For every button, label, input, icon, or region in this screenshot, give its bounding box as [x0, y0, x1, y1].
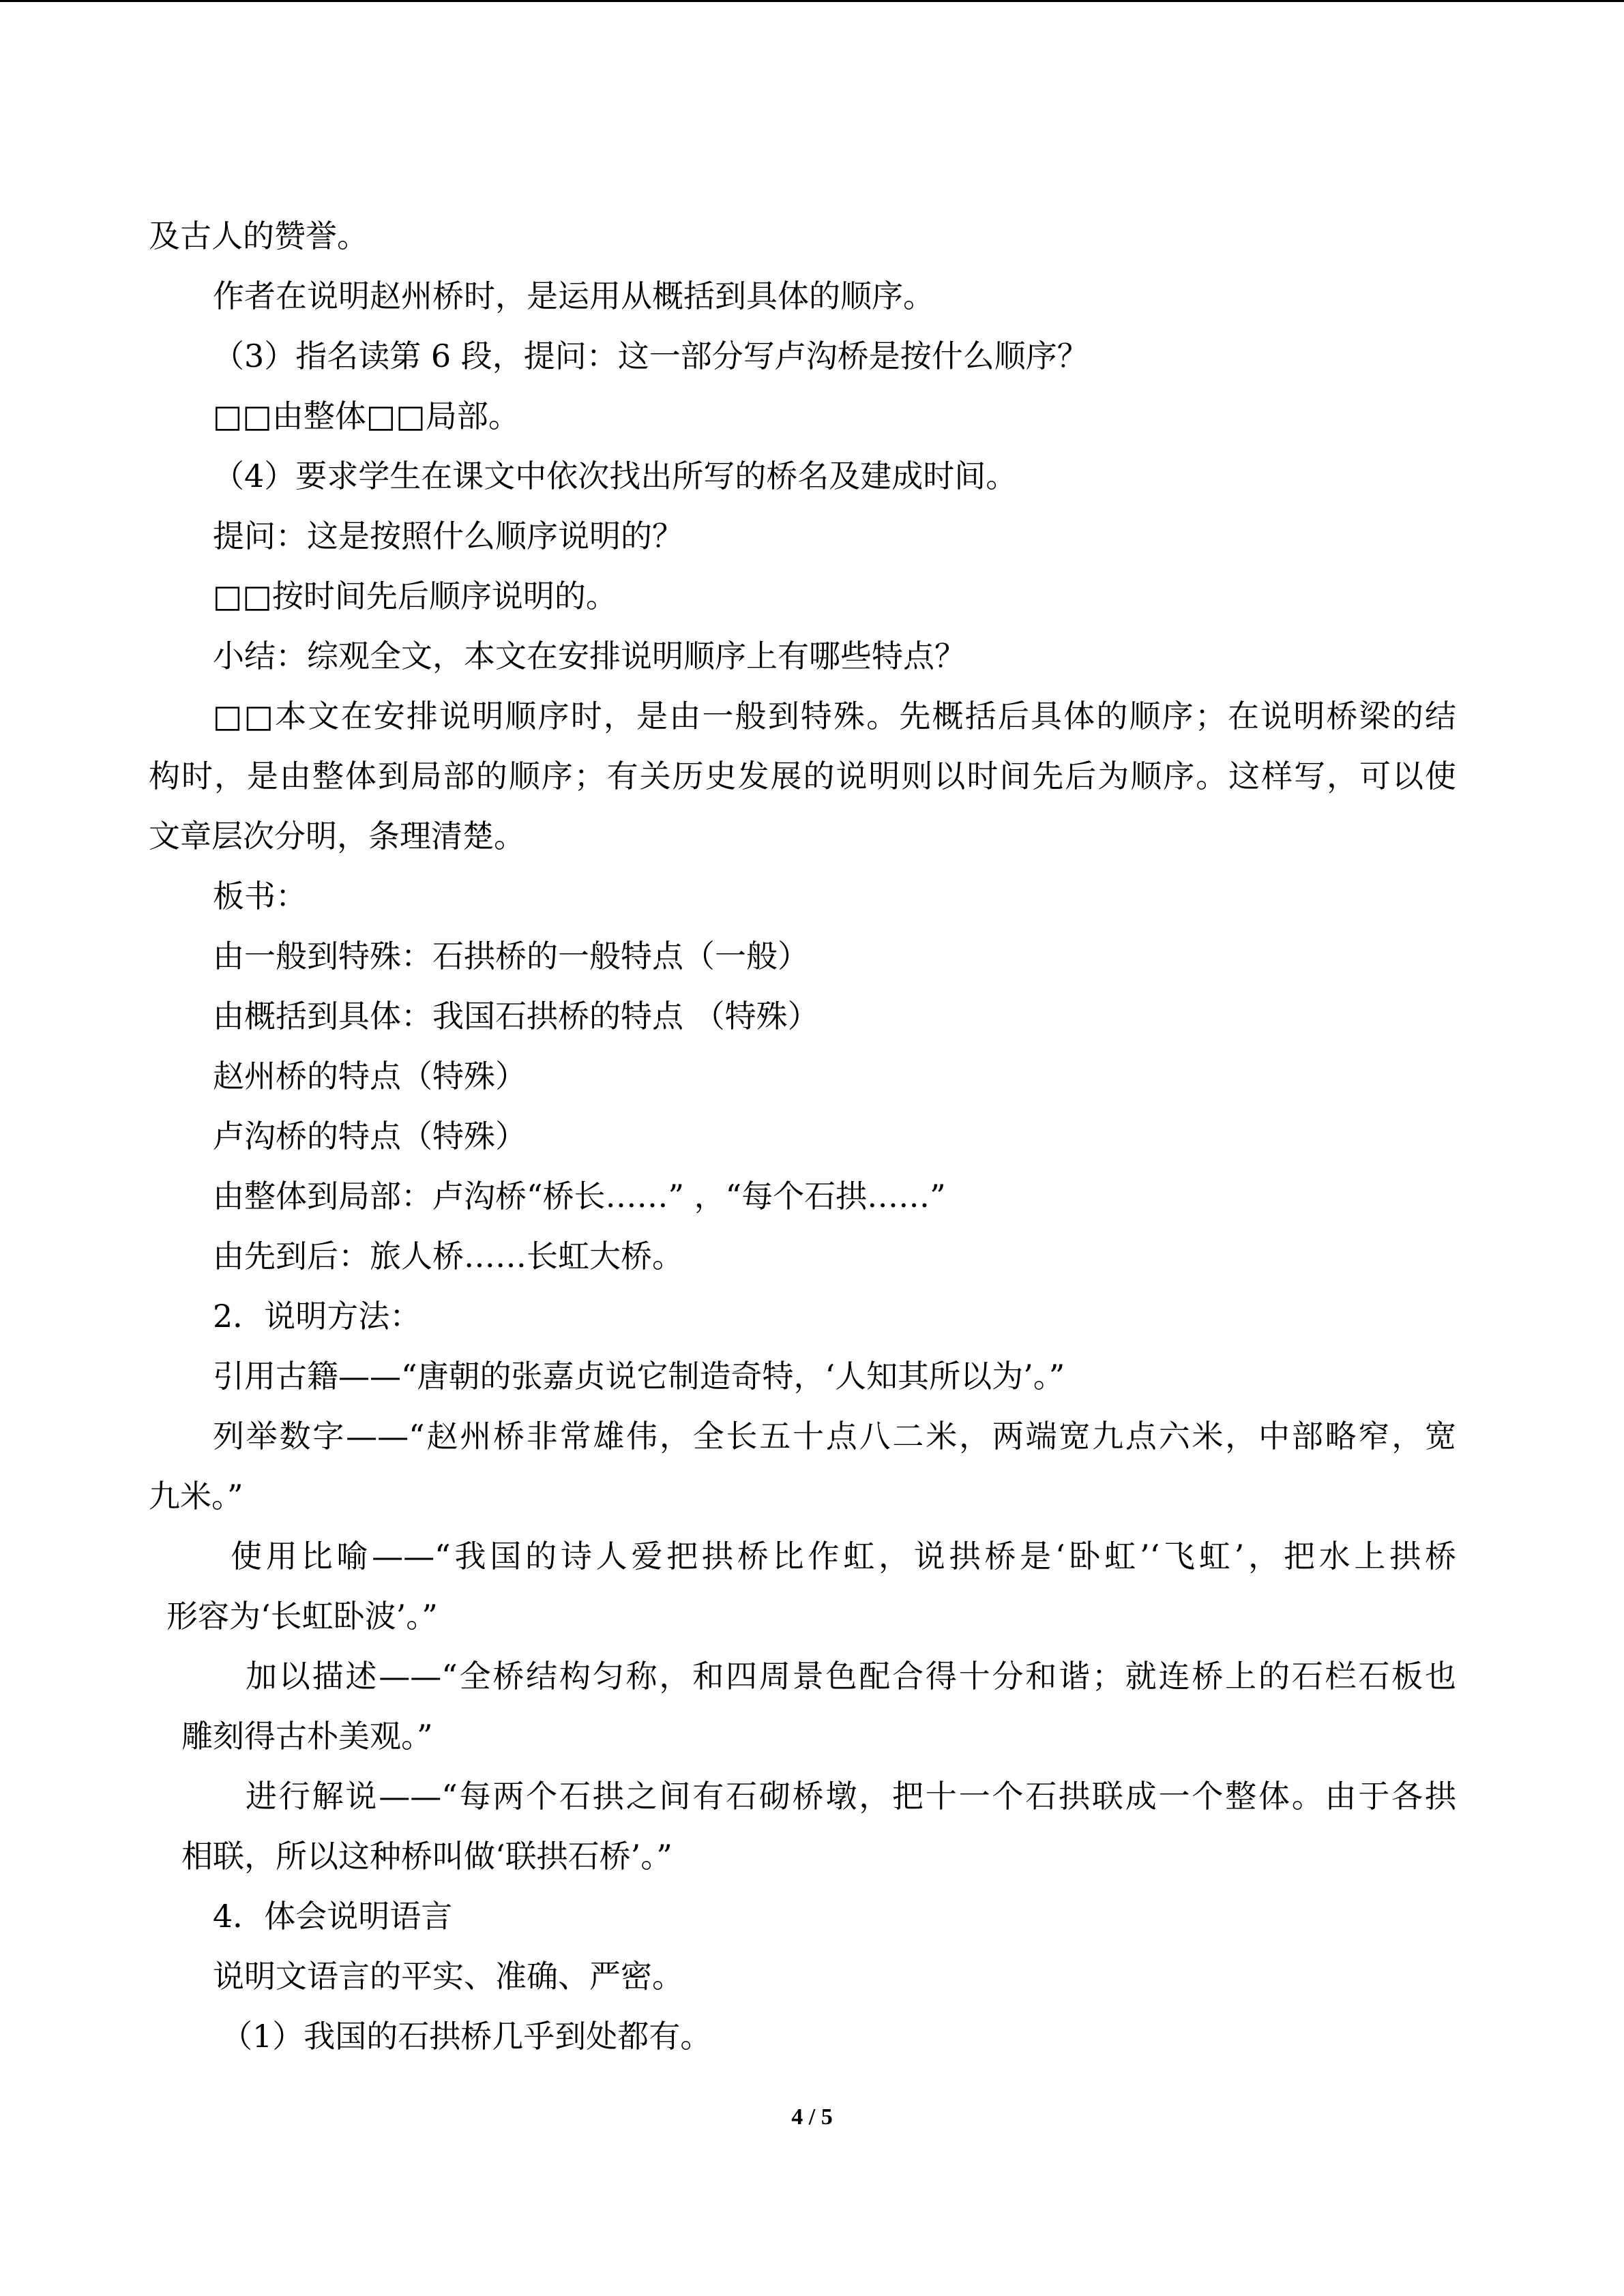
text-line: 由一般到特殊：石拱桥的一般特点（一般） — [213, 938, 809, 974]
text-line: 进行解说——“每两个石拱之间有石砌桥墩，把十一个石拱联成一个整体。由于各拱 — [246, 1778, 1456, 1815]
text-line: 作者在说明赵州桥时，是运用从概括到具体的顺序。 — [213, 278, 934, 314]
text-line: （4）要求学生在课文中依次找出所写的桥名及建成时间。 — [213, 458, 1018, 494]
text-line: 构时，是由整体到局部的顺序；有关历史发展的说明则以时间先后为顺序。这样写，可以使 — [149, 758, 1456, 794]
text-line: □□本文在安排说明顺序时，是由一般到特殊。先概括后具体的顺序；在说明桥梁的结 — [213, 698, 1456, 734]
text-line: 九米。” — [149, 1478, 243, 1515]
text-line: 列举数字——“赵州桥非常雄伟，全长五十点八二米，两端宽九点六米，中部略窄，宽 — [213, 1418, 1456, 1455]
text-line: □□按时间先后顺序说明的。 — [213, 578, 617, 614]
text-line: 文章层次分明，条理清楚。 — [149, 818, 525, 854]
text-line: 及古人的赞誉。 — [149, 218, 368, 254]
text-line: 雕刻得古朴美观。” — [181, 1718, 433, 1755]
text-line: 提问：这是按照什么顺序说明的？ — [213, 518, 683, 554]
text-line: 由概括到具体：我国石拱桥的特点 （特殊） — [213, 998, 819, 1034]
text-line: 由整体到局部：卢沟桥“桥长……” ，“每个石拱……” — [213, 1178, 946, 1214]
text-line: 相联，所以这种桥叫做‘联拱石桥’。” — [181, 1838, 673, 1875]
text-line: □□由整体□□局部。 — [213, 398, 520, 434]
text-line: 引用古籍——“唐朝的张嘉贞说它制造奇特，‘人知其所以为’。” — [213, 1358, 1065, 1395]
page-number: 4 / 5 — [791, 2104, 833, 2130]
text-line: 赵州桥的特点（特殊） — [213, 1058, 527, 1094]
text-line: 说明文语言的平实、准确、严密。 — [213, 1958, 683, 1995]
text-line: 小结：综观全文，本文在安排说明顺序上有哪些特点？ — [213, 638, 966, 674]
text-line: 卢沟桥的特点（特殊） — [213, 1118, 527, 1154]
text-line: 加以描述——“全桥结构匀称，和四周景色配合得十分和谐；就连桥上的石栏石板也 — [246, 1658, 1456, 1695]
text-line: 由先到后：旅人桥……长虹大桥。 — [213, 1238, 683, 1274]
text-line: （3）指名读第 6 段，提问：这一部分写卢沟桥是按什么顺序？ — [213, 338, 1089, 374]
text-line: （1）我国的石拱桥几乎到处都有。 — [221, 2018, 712, 2055]
text-line: 板书： — [213, 878, 307, 914]
text-line: 2．说明方法： — [213, 1298, 422, 1335]
text-line: 4．体会说明语言 — [213, 1898, 453, 1935]
text-line: 形容为‘长虹卧波’。” — [166, 1598, 438, 1635]
text-line: 使用比喻——“我国的诗人爱把拱桥比作虹，说拱桥是‘卧虹’‘飞虹’，把水上拱桥 — [231, 1538, 1456, 1575]
